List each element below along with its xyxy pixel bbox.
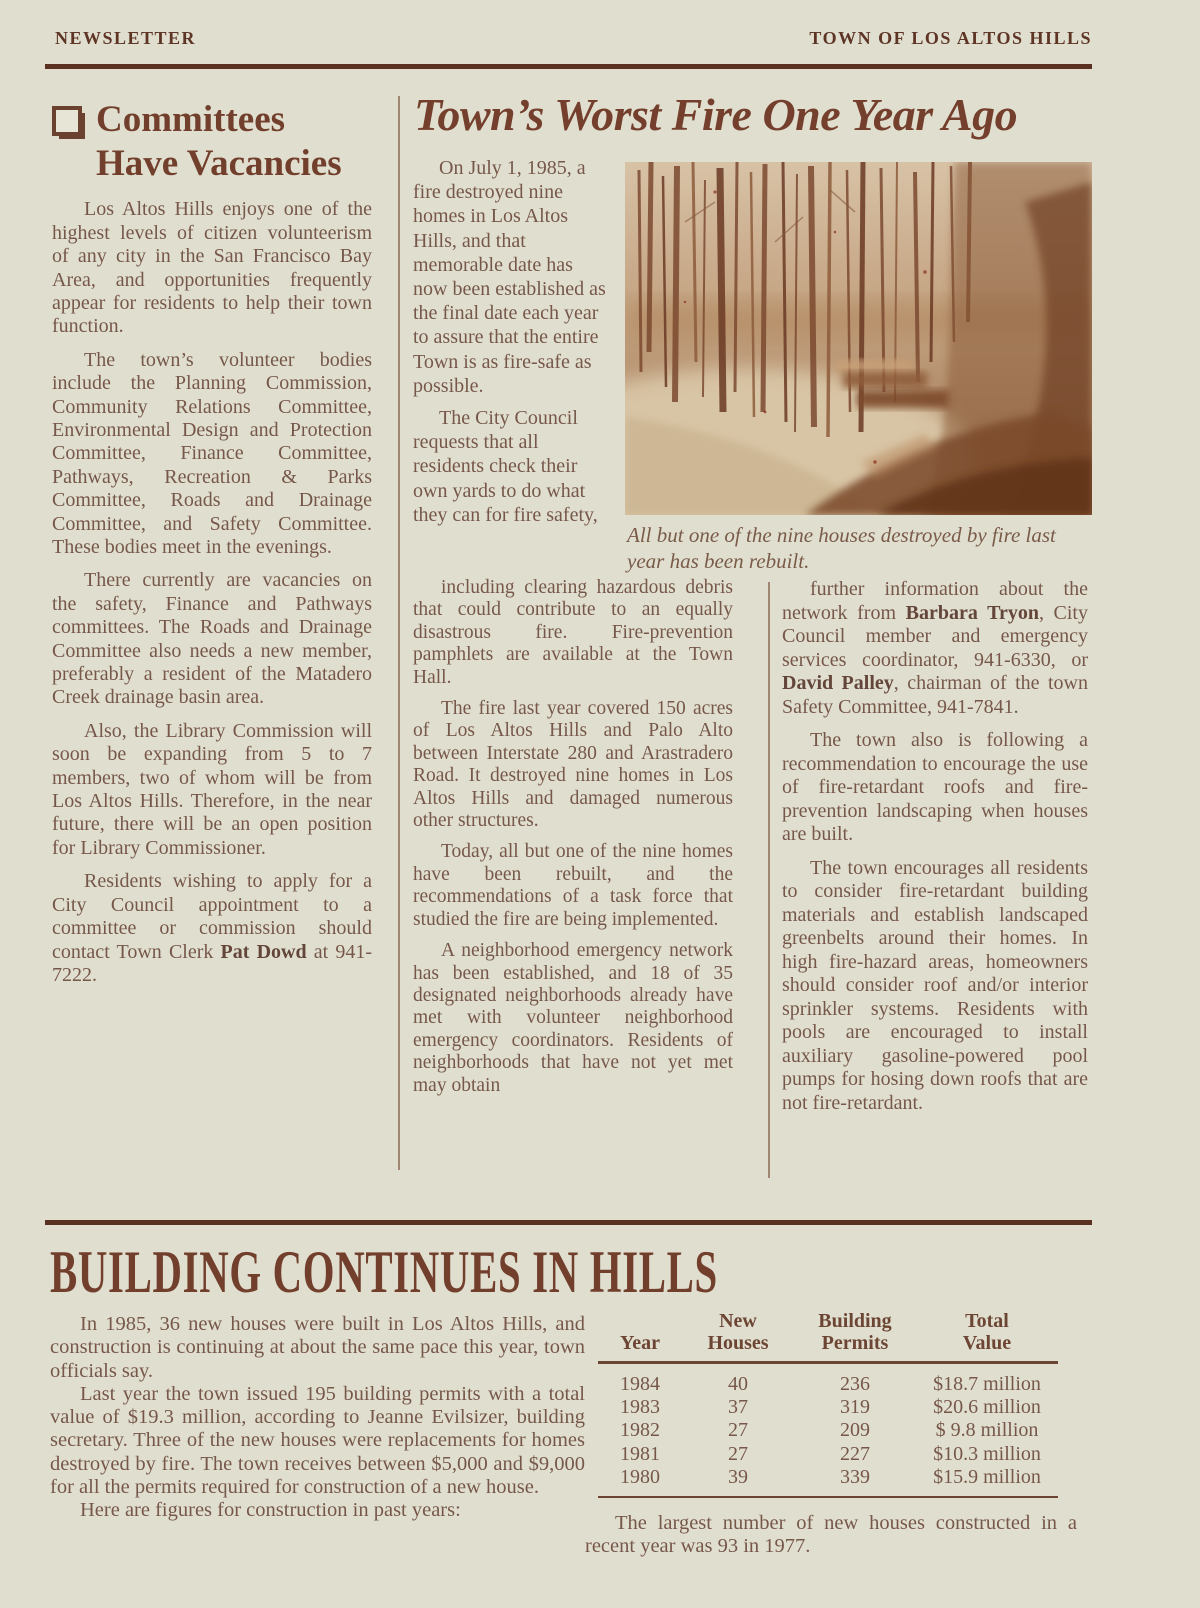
- cell-total-value: $ 9.8 million: [935, 1419, 1039, 1442]
- table-header-new-houses: [682, 1310, 794, 1354]
- column-divider-left: [398, 96, 400, 1170]
- committees-article-title: [96, 98, 342, 185]
- table-row: [598, 1443, 1058, 1466]
- table-row: [598, 1419, 1058, 1442]
- paragraph: The City Council requests that all residents check their own yards to do what they can for fire safety,: [413, 407, 598, 526]
- paragraph: The fire last year covered 150 acres of Los Altos Hills and Palo Alto between Interstate 280 and Arastradero Road. It destroyed nine homes in Los Altos Hills and damaged numerous other structures.: [413, 698, 733, 832]
- cell-building-permits: 209: [840, 1419, 870, 1442]
- contact-name-barbara-tryon: Barbara Tryon: [905, 601, 1039, 624]
- paragraph: On July 1, 1985, a fire destroyed nine homes in Los Altos Hills, and that memorable date has now been established as the final date each year to assure that the entire Town is as fire-safe as possible.: [413, 157, 606, 397]
- contact-phone: at 941-7222.: [52, 940, 372, 986]
- committees-contact-paragraph: [52, 870, 372, 987]
- contact-text: further information about the network from: [782, 578, 1088, 624]
- fire-article-right-column: [782, 578, 1088, 1125]
- cell-building-permits: 319: [840, 1396, 870, 1419]
- masthead-town-name: TOWN OF LOS ALTOS HILLS: [809, 28, 1092, 48]
- cell-year: 1980: [620, 1465, 660, 1488]
- table-bottom-rule: [598, 1496, 1058, 1498]
- building-intro-column: [50, 1313, 585, 1523]
- cell-total-value: $15.9 million: [933, 1465, 1041, 1488]
- contact-name-pat-dowd: Pat Dowd: [220, 940, 307, 963]
- cell-new-houses: 37: [728, 1396, 748, 1419]
- paragraph: Last year the town issued 195 building permits with a total value of $19.3 million, according to Jeanne Evilsizer, building secretary. Three of the new houses were replacements for homes destroyed by fire. The town receives between $5,000 and $9,000 for all the permits required for construction of a new house.: [50, 1382, 585, 1499]
- cell-total-value: $10.3 million: [933, 1442, 1041, 1465]
- committees-title-box: [52, 98, 372, 185]
- table-row: [598, 1373, 1058, 1396]
- building-section-rule: [45, 1220, 1092, 1225]
- paragraph: Los Altos Hills enjoys one of the highest levels of citizen volunteerism of any city in the San Francisco Bay Area, and opportunities frequently appear for residents to help their town function.: [52, 198, 372, 338]
- committees-article: [52, 98, 372, 997]
- fire-article-intro-column: [413, 156, 609, 535]
- header-line: Value: [962, 1332, 1012, 1354]
- header-line: Houses: [707, 1332, 769, 1354]
- paragraph: Also, the Library Commission will soon be expanding from 5 to 7 members, two of whom will be from Los Altos Hills. Therefore, in the near future, there will be an open position for Library Commissioner.: [52, 719, 372, 859]
- paragraph: The town’s volunteer bodies include the Planning Commission, Community Relations Committee, Environmental Design and Protection Committee, Finance Committee, Pathways, Recreation & Parks Committee, Roads and Drainage Committee, and Safety Committee. These bodies meet in the evenings.: [52, 348, 372, 558]
- photo-caption: All but one of the nine houses destroyed by fire last year has been rebuilt.: [627, 523, 1056, 573]
- cell-new-houses: 40: [728, 1373, 748, 1396]
- contact-text: Residents wishing to apply for a City Council appointment to a committee or commission should contact Town Clerk: [52, 870, 372, 963]
- cell-year: 1984: [620, 1373, 660, 1396]
- fire-photo-art: [625, 162, 1092, 515]
- paragraph: Here are figures for construction in past years:: [80, 1499, 461, 1522]
- building-section-title: BUILDING CONTINUES IN HILLS: [50, 1239, 718, 1305]
- fire-article-middle-column: [413, 577, 733, 1106]
- cell-new-houses: 27: [728, 1419, 748, 1442]
- fire-contact-paragraph: [782, 578, 1088, 719]
- paragraph: Today, all but one of the nine homes have been rebuilt, and the recommendations of a task force that studied the fire are being implemented.: [413, 841, 733, 930]
- cell-new-houses: 27: [728, 1442, 748, 1465]
- cell-total-value: $20.6 million: [933, 1396, 1041, 1419]
- paragraph: The town encourages all residents to consider fire-retardant building materials and establish landscaped greenbelts around their homes. In high fire-hazard areas, homeowners should consider roof and/or interior sprinkler systems. Residents with pools are encouraged to install auxiliary gasoline-powered pool pumps for hosing down roofs that are not fire-retardant.: [782, 856, 1088, 1114]
- paragraph: The largest number of new houses constructed in a recent year was 93 in 1977.: [585, 1512, 1077, 1558]
- cell-building-permits: 236: [840, 1373, 870, 1396]
- committees-body: [52, 198, 372, 987]
- paragraph: including clearing hazardous debris that could contribute to an equally disastrous fire. Fire-prevention pamphlets are available at the Town Hall.: [413, 577, 733, 688]
- header-line: Total: [965, 1310, 1009, 1332]
- cell-total-value: $18.7 million: [933, 1373, 1041, 1396]
- table-row: [598, 1466, 1058, 1489]
- table-row: [598, 1396, 1058, 1419]
- table-header-rule: [598, 1361, 1058, 1364]
- committees-title-line1: Committees: [96, 99, 286, 140]
- paragraph: There currently are vacancies on the safety, Finance and Pathways committees. The Roads and Drainage Committee also needs a new member, preferably a resident of the Matadero Creek drainage basin area.: [52, 569, 372, 709]
- committees-title-line2: Have Vacancies: [96, 142, 342, 184]
- table-note: [585, 1512, 1077, 1559]
- cell-year: 1981: [620, 1442, 660, 1465]
- cell-building-permits: 227: [840, 1442, 870, 1465]
- masthead-rule: [45, 64, 1092, 69]
- table-header-building-permits: [794, 1310, 916, 1354]
- header-line: Year: [620, 1332, 660, 1354]
- header-line: Building: [818, 1310, 892, 1332]
- paragraph: In 1985, 36 new houses were built in Los Altos Hills, and construction is continuing at about the same pace this year, town officials say.: [50, 1313, 585, 1382]
- construction-table: [598, 1310, 1058, 1498]
- fire-article-title: Town’s Worst Fire One Year Ago: [414, 89, 1018, 140]
- cell-new-houses: 39: [728, 1465, 748, 1488]
- table-header-year: [598, 1310, 682, 1354]
- table-body: [598, 1373, 1058, 1489]
- contact-name-david-palley: David Palley: [782, 672, 894, 694]
- cell-building-permits: 339: [840, 1465, 870, 1488]
- table-header-total-value: [916, 1310, 1058, 1354]
- contact-text: , City Council member and emergency services coordinator, 941-6330, or: [782, 601, 1088, 671]
- header-line: Permits: [821, 1332, 889, 1354]
- table-header-row: [598, 1310, 1058, 1354]
- paragraph: A neighborhood emergency network has been established, and 18 of 35 designated neighborhoods already have met with volunteer neighborhood emergency coordinators. Residents of neighborhoods that have not yet met may obtain: [413, 940, 733, 1096]
- checkbox-icon: [52, 106, 82, 136]
- cell-year: 1982: [620, 1419, 660, 1442]
- masthead-newsletter: NEWSLETTER: [55, 28, 197, 48]
- contact-text: , chairman of the town Safety Committee, 941-7841.: [782, 672, 1088, 718]
- cell-year: 1983: [620, 1396, 660, 1419]
- column-divider-right: [768, 582, 770, 1178]
- paragraph: The town also is following a recommendation to encourage the use of fire-retardant roofs and fire-prevention landscaping when houses are built.: [782, 729, 1088, 845]
- fire-aftermath-photo: [625, 162, 1092, 515]
- header-line: New: [719, 1310, 757, 1332]
